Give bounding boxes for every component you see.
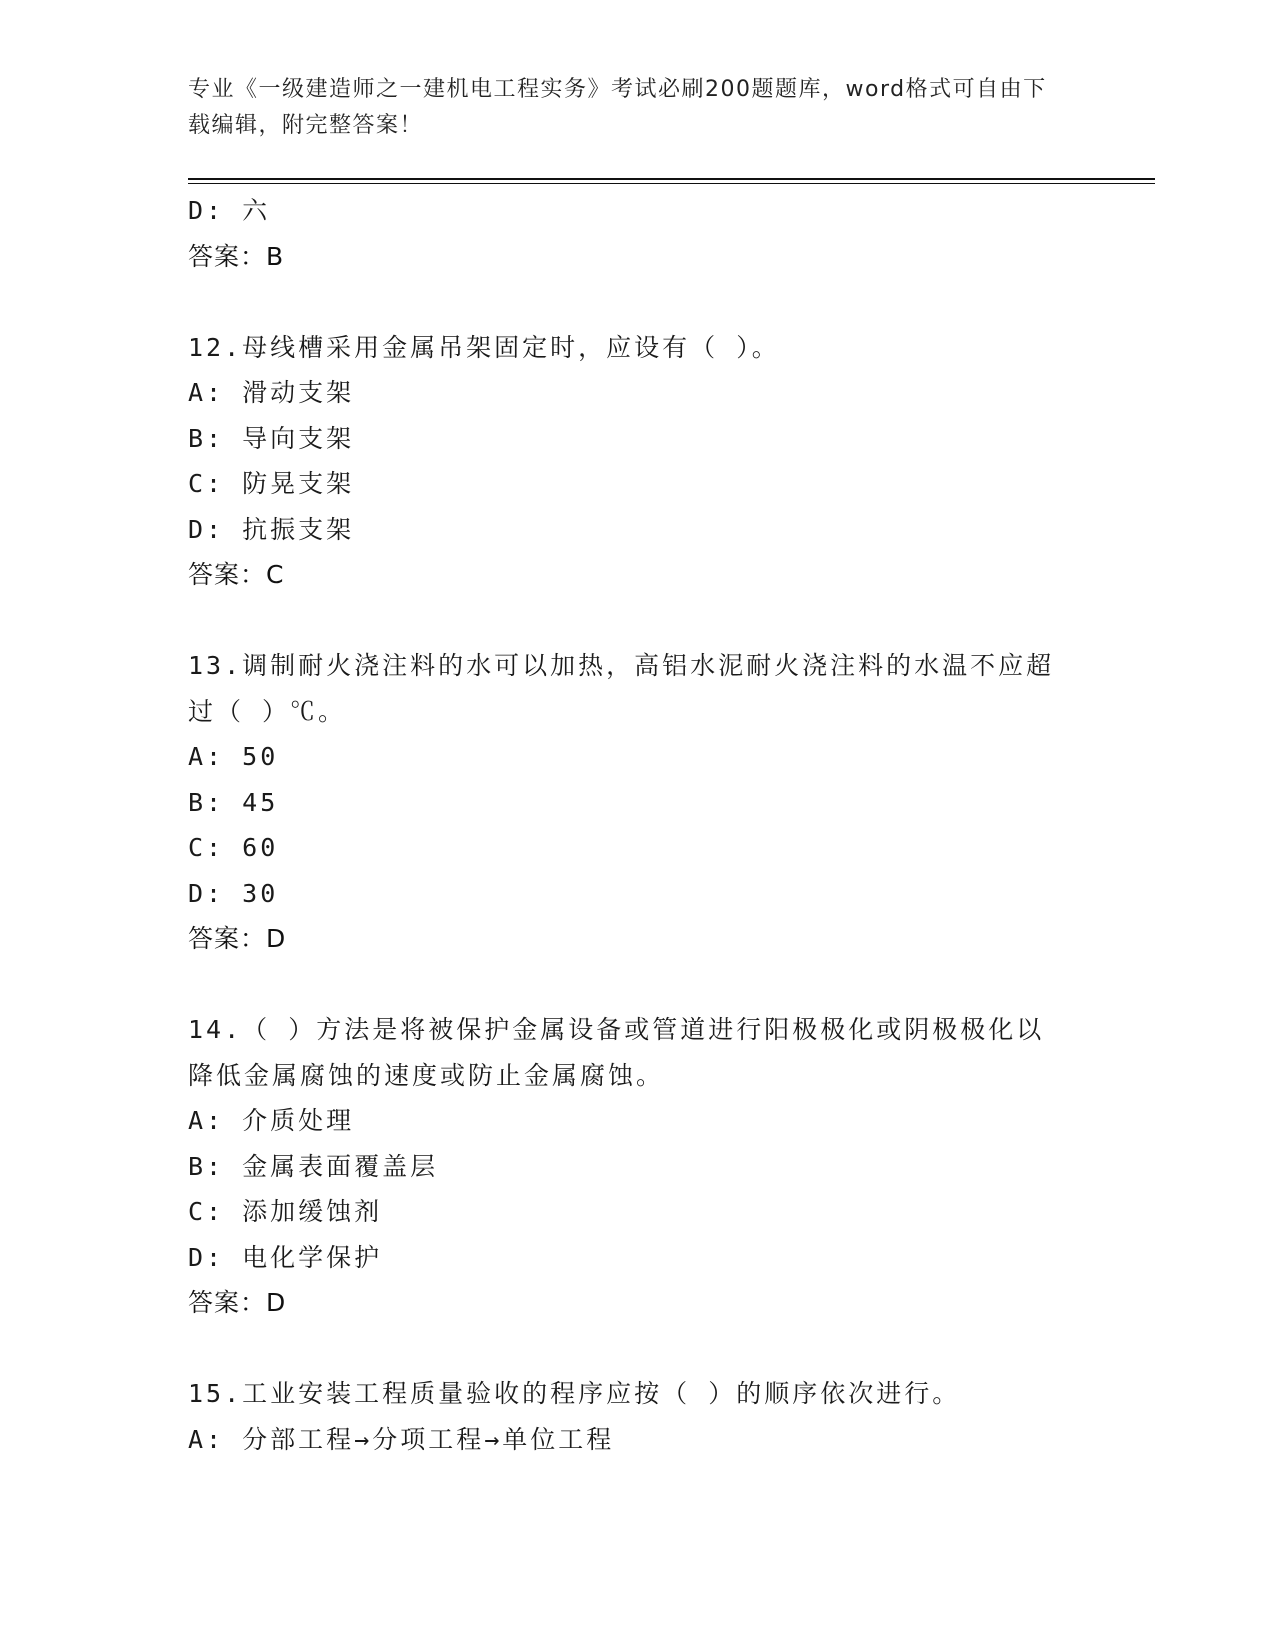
question-stem: 12.母线槽采用金属吊架固定时，应设有（ ）。 bbox=[188, 332, 780, 362]
question-list bbox=[188, 188, 1088, 1462]
spacer bbox=[188, 279, 1088, 325]
option-d: D: 抗振支架 bbox=[188, 514, 355, 544]
header-divider-thin bbox=[188, 183, 1155, 184]
spacer bbox=[188, 962, 1088, 1008]
option-b: B: 导向支架 bbox=[188, 423, 355, 453]
question-stem: 14.（ ）方法是将被保护金属设备或管道进行阳极极化或阴极极化以 bbox=[188, 1015, 1045, 1044]
question-stem: 15.工业安装工程质量验收的程序应按（ ）的顺序依次进行。 bbox=[188, 1379, 961, 1408]
question-stem-continued: 降低金属腐蚀的速度或防止金属腐蚀。 bbox=[188, 1060, 665, 1090]
option-b: B: 金属表面覆盖层 bbox=[188, 1151, 439, 1181]
option-b: B: 45 bbox=[188, 787, 279, 817]
spacer bbox=[188, 1326, 1088, 1372]
question-stem: 13.调制耐火浇注料的水可以加热，高铝水泥耐火浇注料的水温不应超 bbox=[188, 651, 1055, 680]
option-d: D: 六 bbox=[188, 196, 271, 225]
header-divider-thick bbox=[188, 178, 1155, 180]
option-d: D: 30 bbox=[188, 878, 279, 908]
question-stem-continued: 过（ ）℃。 bbox=[188, 696, 347, 726]
option-c: C: 添加缓蚀剂 bbox=[188, 1197, 383, 1226]
answer-line: 答案：D bbox=[188, 1288, 287, 1317]
page-header: 专业《一级建造师之一建机电工程实务》考试必刷200题题库，word格式可自由下载编辑，附完整答案！ bbox=[188, 77, 1047, 138]
option-a: A: 分部工程→分项工程→单位工程 bbox=[188, 1424, 615, 1454]
option-a: A: 滑动支架 bbox=[188, 378, 355, 407]
spacer bbox=[188, 598, 1088, 644]
answer-line: 答案：B bbox=[188, 241, 285, 271]
option-d: D: 电化学保护 bbox=[188, 1242, 383, 1272]
option-c: C: 60 bbox=[188, 833, 279, 862]
option-a: A: 介质处理 bbox=[188, 1106, 355, 1135]
answer-line: 答案：C bbox=[188, 560, 285, 589]
option-a: A: 50 bbox=[188, 742, 279, 771]
answer-line: 答案：D bbox=[188, 924, 287, 953]
option-c: C: 防晃支架 bbox=[188, 469, 355, 498]
